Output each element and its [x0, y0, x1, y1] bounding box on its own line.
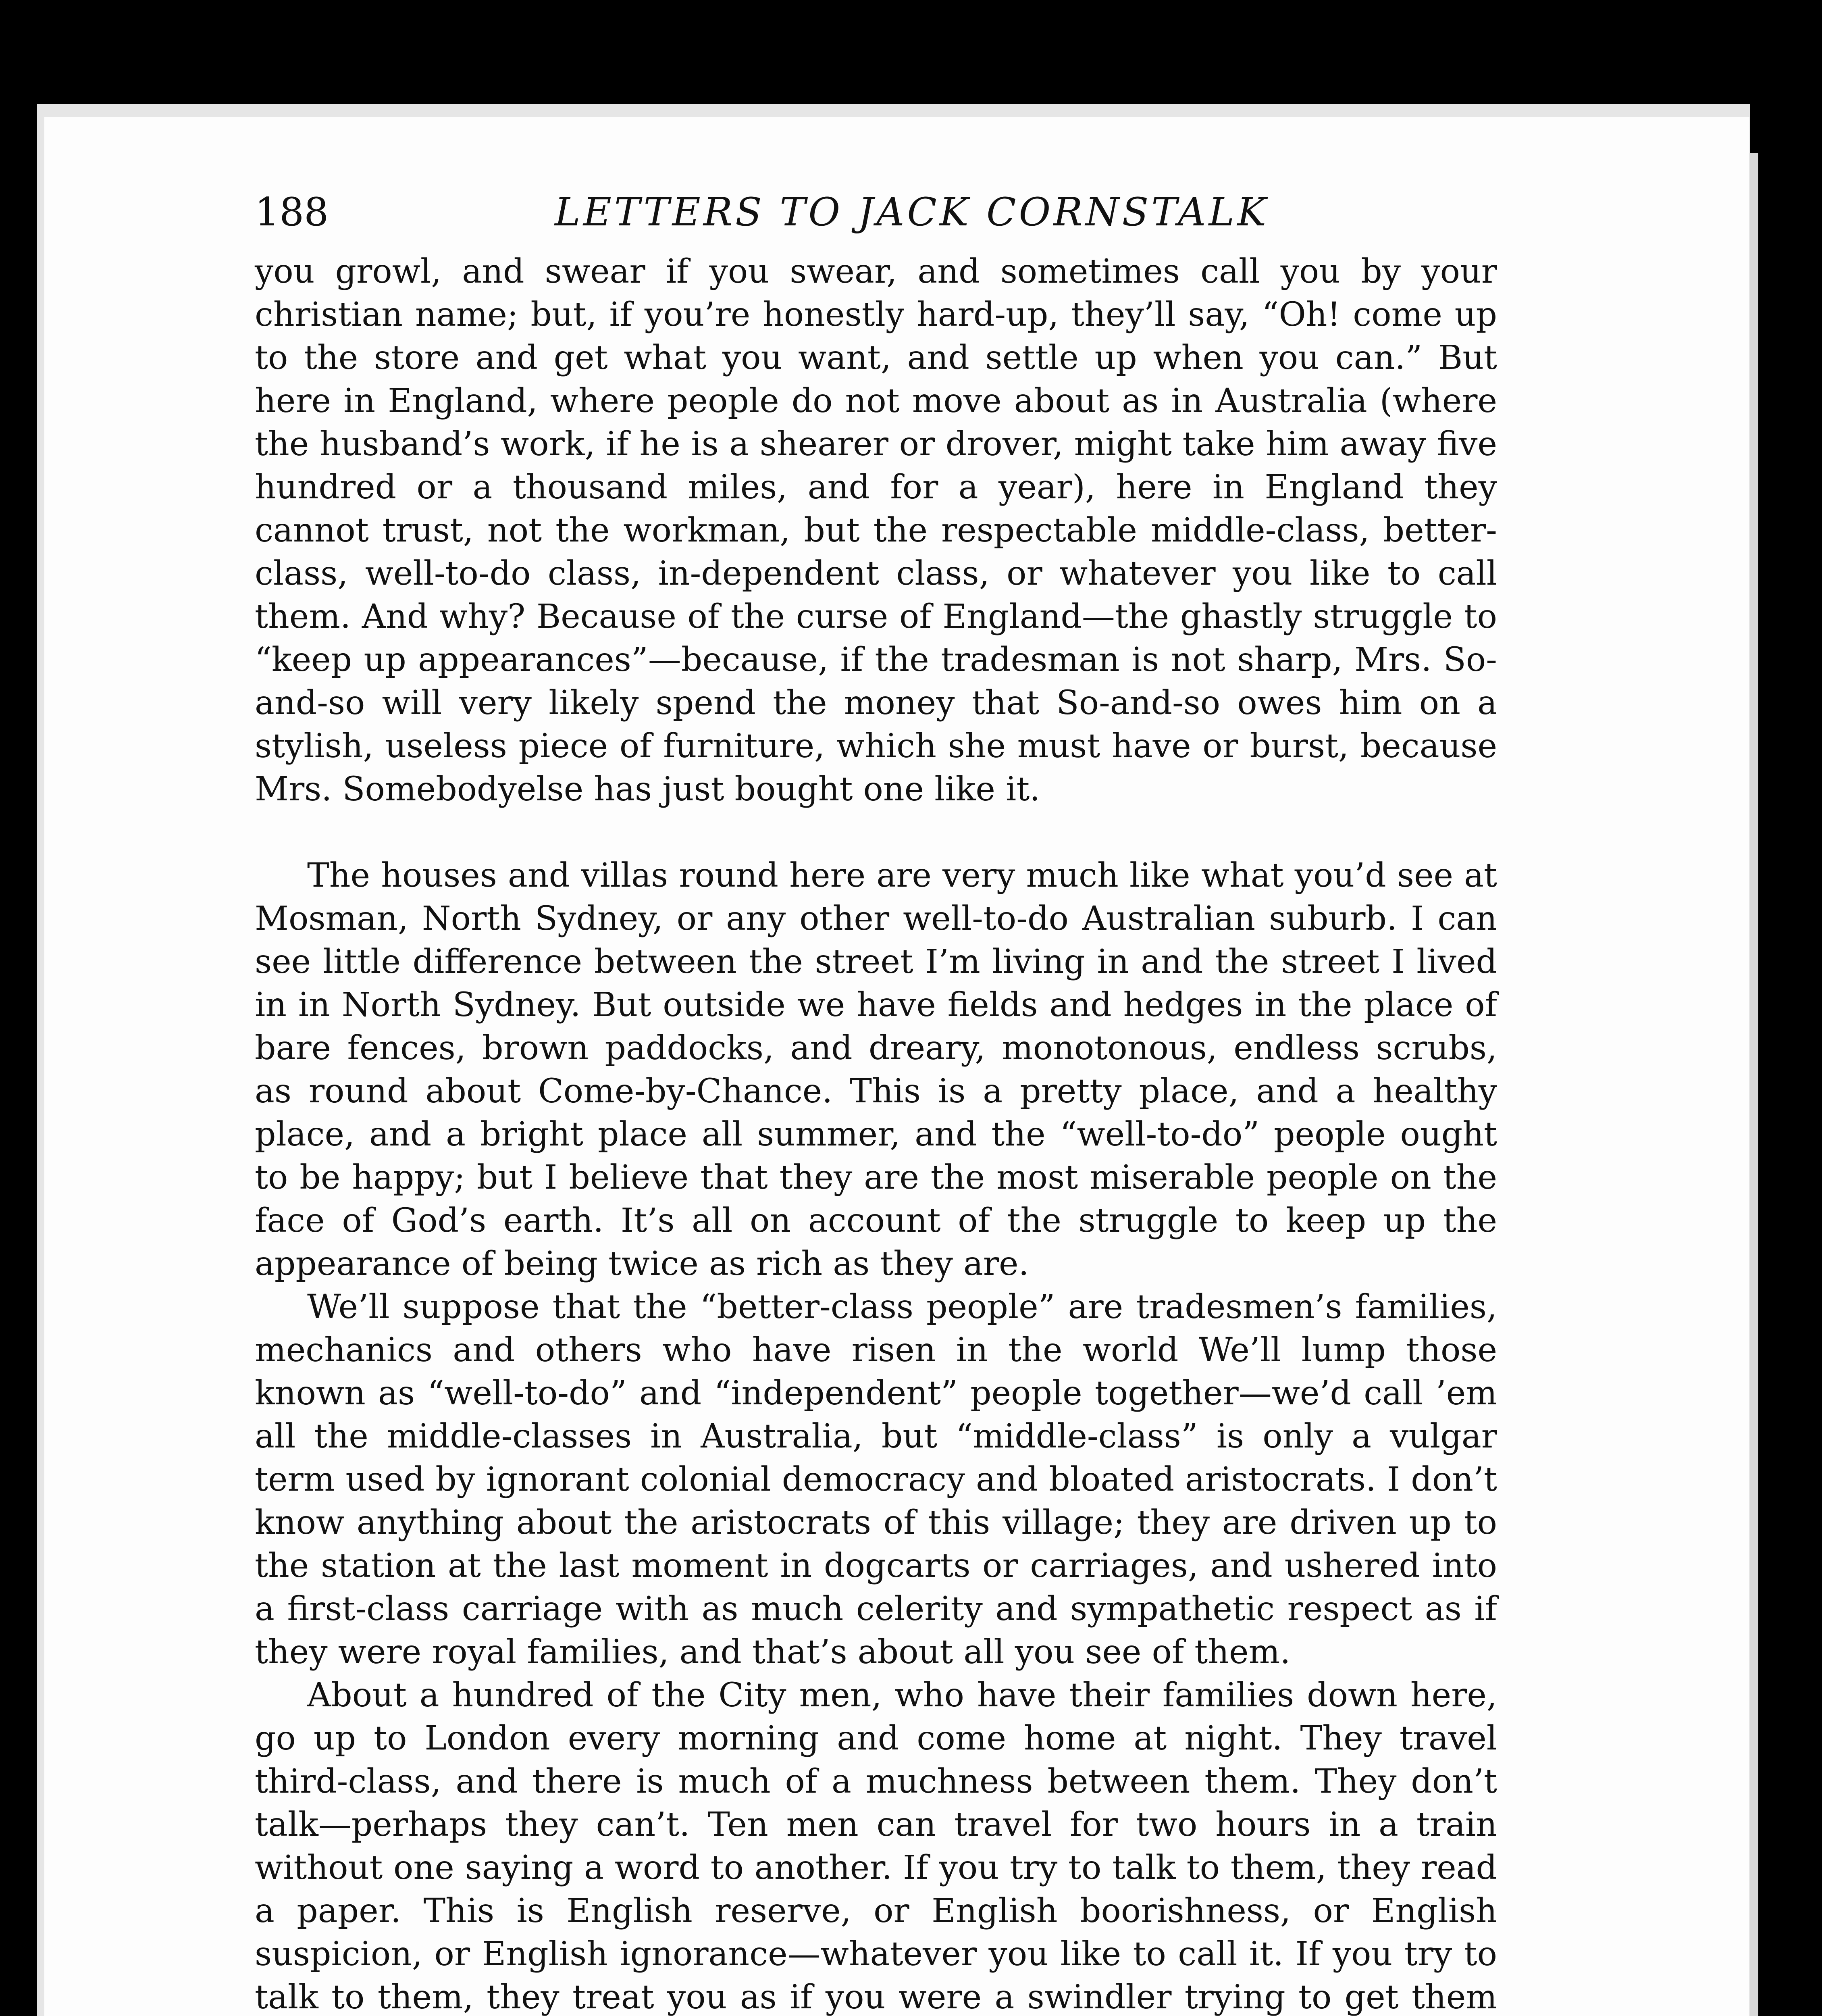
- body-text: [255, 250, 1497, 2016]
- paragraph-2: The houses and villas round here are very much like what you’d see at Mosman, North Sydney, or any other well-to-do Australian suburb. I can see little difference between the street I’m living in and the street I lived in in North Sydney. But outside we have fields and hedges in the place of bare fences, brown paddocks, and dreary, monotonous, endless scrubs, as round about Come-by-Chance. This is a pretty place, and a healthy place, and a bright place all summer, and the “well-to-do” people ought to be happy; but I believe that they are the most miserable people on the face of God’s earth. It’s all on account of the struggle to keep up the appearance of being twice as rich as they are.: [255, 856, 1497, 1283]
- paragraph-3: We’ll suppose that the “better-class people” are tradesmen’s families, mechanics and others who have risen in the world We’ll lump those known as “well-to-do” and “independent” people together—we’d call ’em all the middle-classes in Australia, but “middle-class” is only a vulgar term used by ignorant colonial democracy and bloated aristocrats. I don’t know anything about the aristocrats of this village; they are driven up to the station at the last moment in dogcarts or carriages, and ushered into a first-class carriage with as much celerity and sympathetic respect as if they were royal families, and that’s about all you see of them.: [255, 1288, 1497, 1671]
- paragraph-1: you growl, and swear if you swear, and sometimes call you by your christian name; but, if you’re honestly hard-up, they’ll say, “Oh! come up to the store and get what you want, and settle up when you can.” But here in England, where people do not move about as in Australia (where the husband’s work, if he is a shearer or drover, might take him away five hundred or a thousand miles, and for a year), here in England they cannot trust, not the workman, but the respectable middle-class, better-class, well-to-do class, in-dependent class, or whatever you like to call them. And why? Because of the curse of England—the ghastly struggle to “keep up appearances”—because, if the tradesman is not sharp, Mrs. So-and-so will very likely spend the money that So-and-so owes him on a stylish, useless piece of furniture, which she must have or burst, because Mrs. Somebodyelse has just bought one like it.: [255, 252, 1497, 808]
- running-title: LETTERS TO JACK CORNSTALK: [555, 190, 1269, 235]
- page-edge: [1749, 153, 1758, 2016]
- paragraph-4: About a hundred of the City men, who have their families down here, go up to London every morning and come home at night. They travel third-class, and there is much of a muchness between them. They don’t talk—perhaps they can’t. Ten men can travel for two hours in a train without one saying a word to another. If you try to talk to them, they read a paper. This is English reserve, or English boorishness, or English suspicion, or English ignorance—whatever you like to call it. If you try to talk to them, they treat you as if you were a swindler trying to get them: [255, 1676, 1497, 2016]
- page-number: 188: [255, 190, 329, 235]
